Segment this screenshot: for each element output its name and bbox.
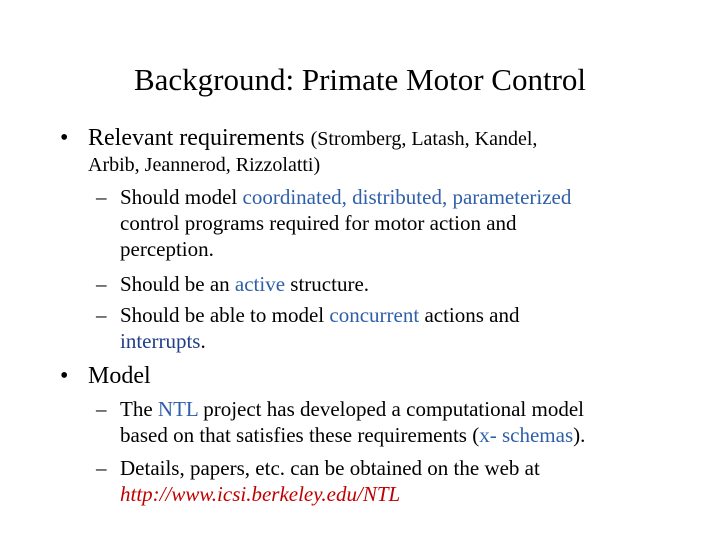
sub-text: Should be an xyxy=(120,272,230,296)
sub-text-end: structure. xyxy=(290,272,370,296)
highlight-text-schemas: x- schemas xyxy=(479,423,574,447)
bullet-symbol: • xyxy=(60,125,69,151)
sub-text-line-2: based on that satisfies these requirements ( xyxy=(120,423,480,447)
period: . xyxy=(200,329,206,353)
ntl-url-link[interactable]: http://www.icsi.berkeley.edu/NTL xyxy=(120,482,401,506)
bullet-text: Relevant requirements xyxy=(88,125,305,151)
slide-title: Background: Primate Motor Control xyxy=(133,62,587,97)
bullet-symbol: • xyxy=(60,363,69,389)
sub-text: Details, papers, etc. can be obtained on the web at xyxy=(120,456,540,480)
dash-symbol: – xyxy=(96,272,107,296)
dash-symbol: – xyxy=(96,456,107,480)
dash-symbol: – xyxy=(96,185,107,209)
dash-symbol: – xyxy=(96,397,107,421)
bullet-text: Model xyxy=(88,363,151,389)
sub-text-line-2-end: ). xyxy=(573,423,586,447)
dash-symbol: – xyxy=(96,303,107,327)
authors-line-2: Arbib, Jeannerod, Rizzolatti) xyxy=(88,154,321,176)
authors-line-1: (Stromberg, Latash, Kandel, xyxy=(310,128,538,150)
highlight-text-interrupts: interrupts xyxy=(120,329,201,353)
sub-text: The xyxy=(120,397,153,421)
sub-text: Should be able to model xyxy=(120,303,325,327)
highlight-text: NTL xyxy=(157,397,198,421)
highlight-text: concurrent xyxy=(329,303,420,327)
sub-text: Should model xyxy=(120,185,238,209)
highlight-text: coordinated, distributed, parameterized xyxy=(242,185,572,209)
sub-text-line-2: control programs required for motor action and xyxy=(120,211,517,235)
sub-text-line-3: perception. xyxy=(120,237,214,261)
sub-text-end: project has developed a computational model xyxy=(203,397,584,421)
highlight-text: active xyxy=(234,272,286,296)
sub-text-end: actions and xyxy=(424,303,520,327)
